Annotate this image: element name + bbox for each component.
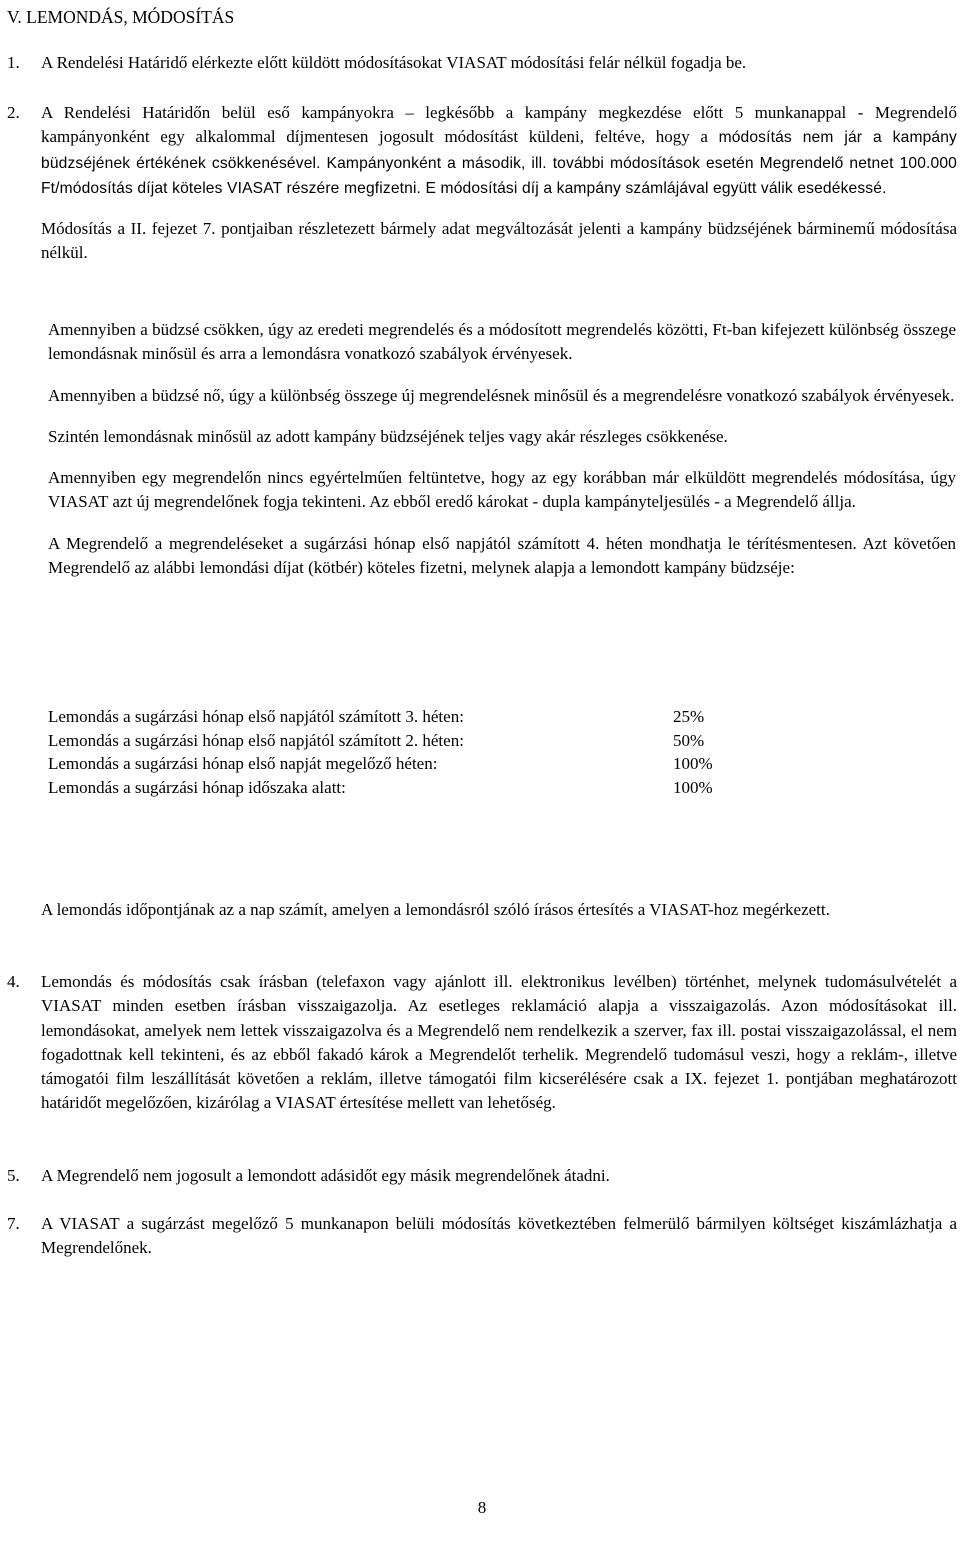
fee-value: 100% <box>673 777 713 797</box>
fee-value: 25% <box>673 707 705 726</box>
item-text: A VIASAT a sugárzást megelőző 5 munkanapon belüli módosítás következtében felmerülő bármilyen költséget kiszámlázhatja a Megrendelőnek. <box>41 1214 957 1258</box>
paragraph: Szintén lemondásnak minősül az adott kampány büdzséjének teljes vagy akár részleges csökkenése. <box>48 426 728 446</box>
cancellation-fee-table <box>48 705 748 799</box>
fee-row <box>48 729 748 753</box>
fee-label: Lemondás a sugárzási hónap időszaka alatt: <box>48 777 346 797</box>
item-text: A Rendelési Határidő elérkezte előtt küldött módosításokat VIASAT módosítási felár nélkül fogadja be. <box>41 53 747 72</box>
item-7 <box>7 1212 957 1261</box>
section-title: V. LEMONDÁS, MÓDOSÍTÁS <box>7 7 235 27</box>
paragraph: Amennyiben egy megrendelőn nincs egyértelműen feltüntetve, hogy az egy korábban már elküldött megrendelés módosítása, úgy VIASAT azt új megrendelőnek fogja tekinteni. Az ebből eredő károkat - dupla kampányteljesülés - a Megrendelő állja. <box>48 468 956 512</box>
fee-row <box>48 776 748 800</box>
timing-note <box>41 898 956 922</box>
item-subparagraph: Módosítás a II. fejezet 7. pontjaiban részletezett bármely adat megváltozását jelenti a kampány büdzséjének bárminemű módosítása nélkül. <box>41 219 957 263</box>
fee-label: Lemondás a sugárzási hónap első napjától számított 3. héten: <box>48 707 464 726</box>
paragraph: A Megrendelő a megrendeléseket a sugárzási hónap első napjától számított 4. héten mondhatja le térítésmentesen. Azt követően Megrendelő az alábbi lemondási díjat (kötbér) köteles fizetni, melynek alapja a lemondott kampány büdzséje: <box>48 533 956 578</box>
item-number: 2. <box>7 103 20 122</box>
item-text: A Megrendelő nem jogosult a lemondott adásidőt egy másik megrendelőnek átadni. <box>41 1166 610 1185</box>
item-5 <box>7 1164 957 1188</box>
fee-row <box>48 705 748 729</box>
page-number: 8 <box>477 1498 487 1517</box>
fee-label: Lemondás a sugárzási hónap első napját megelőző héten: <box>48 754 438 774</box>
fee-row <box>48 752 748 776</box>
item-text-sans: módosítás nem jár a kampány büdzséjének értékének csökkenésével. Kampányonként a második, ill. további módosítások esetén Megrendelő netnet 100.000 Ft/módosítás díjat köteles VIASAT részére megfizetni. E módosítási díj a kampány számlájával együtt válik esedékessé. <box>41 129 958 197</box>
item-1 <box>7 51 957 75</box>
item-text: Lemondás és módosítás csak írásban (telefaxon vagy ajánlott ill. elektronikus levélben) történhet, melynek tudomásulvételét a VIASAT minden esetben írásban visszaigazolja. Az esetleges reklamáció alapja a visszaigazolás. Azon módosításokat ill. lemondásokat, amelyek nem lettek visszaigazolva és a Megrendelő nem rendelkezik a szerver, fax ill. postai visszaigazolással, el nem fogadottnak kell tekinteni, és az ebből fakadó károk a Megrendelőt terhelik. Megrendelő tudomásul veszi, hogy a reklám-, illetve támogatói film leszállítását követően a reklám, illetve támogatói film kicserélésére csak a IX. fejezet 1. pontjában meghatározott határidőt megelőzően, kizárólag a VIASAT értesítése mellett van lehetőség. <box>41 972 957 1113</box>
item-number: 5. <box>7 1166 20 1185</box>
fee-label: Lemondás a sugárzási hónap első napjától számított 2. héten: <box>48 730 464 750</box>
item-number: 4. <box>7 972 20 991</box>
cancellation-rules <box>48 318 956 580</box>
item-text <box>41 101 957 201</box>
item-4 <box>7 970 957 1116</box>
item-number: 7. <box>7 1214 20 1233</box>
fee-value: 50% <box>673 730 705 750</box>
item-text-serif: A Rendelési Határidőn belül eső kampányokra – legkésőbb a kampány megkezdése előtt 5 munkanappal - Megrendelő kampányonként egy alkalommal díjmentesen jogosult módosítást küldeni, feltéve, hogy a <box>41 103 957 147</box>
item-2 <box>7 101 957 266</box>
paragraph: Amennyiben a büdzsé nő, úgy a különbség összege új megrendelésnek minősül és a megrendelésre vonatkozó szabályok érvényesek. <box>48 385 955 405</box>
fee-value: 100% <box>673 754 713 774</box>
item-number: 1. <box>7 53 20 72</box>
paragraph: Amennyiben a büdzsé csökken, úgy az eredeti megrendelés és a módosított megrendelés közötti, Ft-ban kifejezett különbség összege lemondásnak minősül és arra a lemondásra vonatkozó szabályok érvényesek. <box>48 320 956 364</box>
paragraph: A lemondás időpontjának az a nap számít, amelyen a lemondásról szóló írásos értesítés a VIASAT-hoz megérkezett. <box>41 900 830 919</box>
